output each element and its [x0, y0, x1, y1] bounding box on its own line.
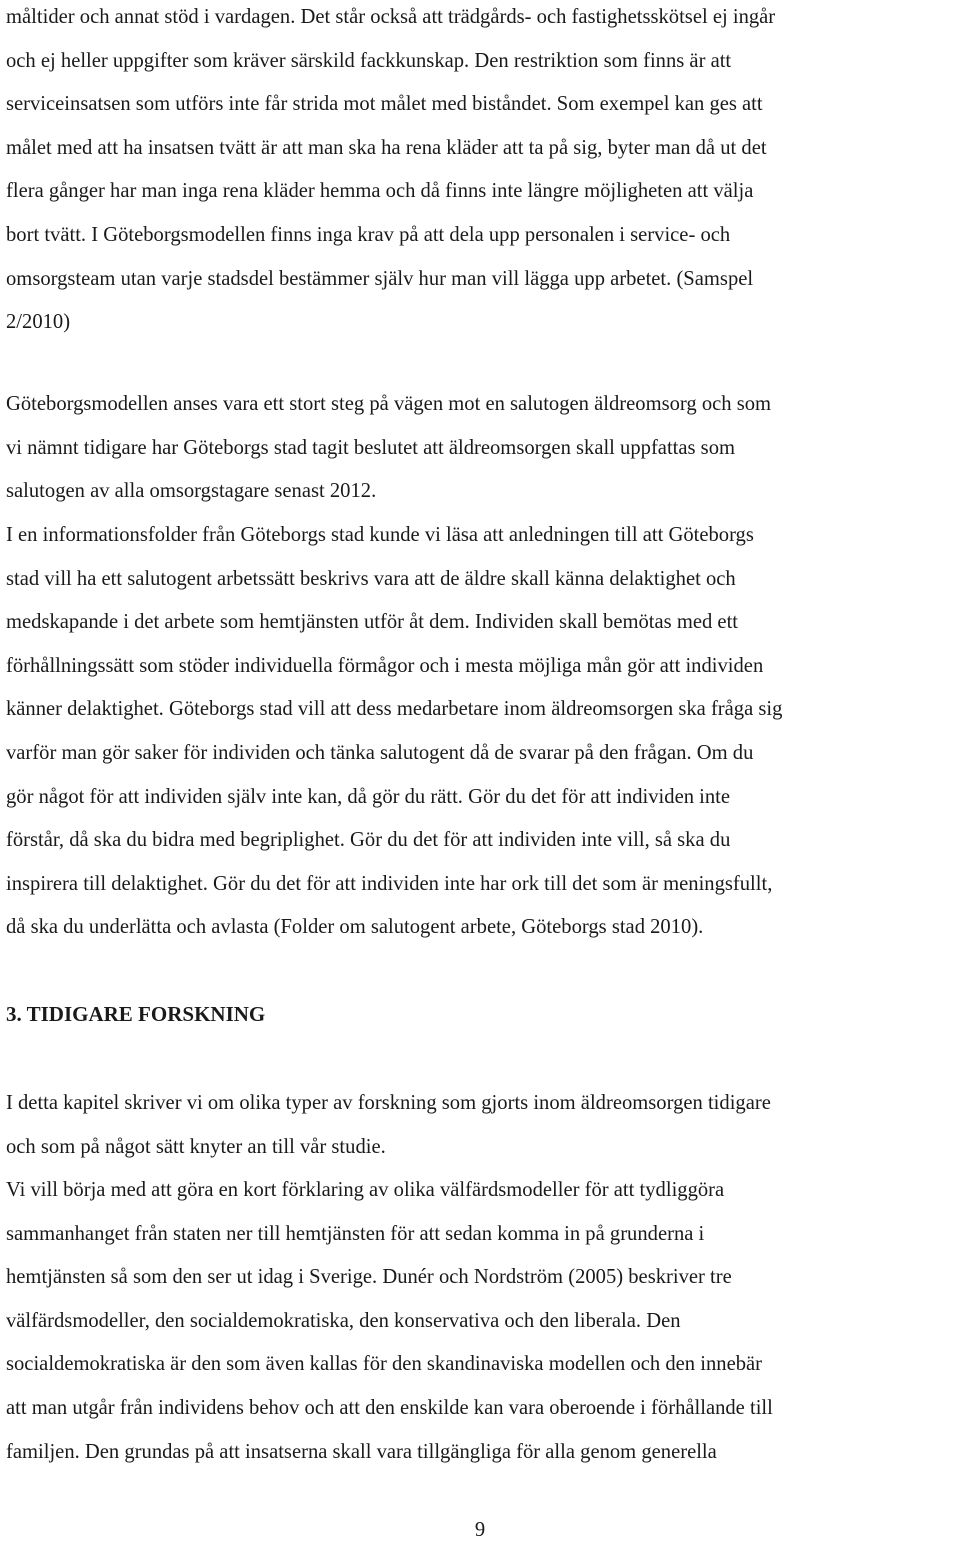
text-line: inspirera till delaktighet. Gör du det för att individen inte har ork till det som är meningsfullt,: [6, 872, 773, 895]
text-line: Vi vill börja med att göra en kort förklaring av olika välfärdsmodeller för att tydliggöra: [6, 1179, 725, 1201]
text-line: vi nämnt tidigare har Göteborgs stad tagit beslutet att äldreomsorgen skall uppfattas som: [6, 436, 736, 459]
text-line: förhållningssätt som stöder individuella förmågor och i mesta möjliga mån gör att individen: [6, 654, 764, 677]
text-line: I detta kapitel skriver vi om olika typer av forskning som gjorts inom äldreomsorgen tidigare: [6, 1092, 771, 1114]
text-line: känner delaktighet. Göteborgs stad vill att dess medarbetare inom äldreomsorgen ska fråga sig: [6, 698, 783, 721]
text-line: hemtjänsten så som den ser ut idag i Sverige. Dunér och Nordström (2005) beskriver tre: [6, 1266, 732, 1289]
text-line: I en informationsfolder från Göteborgs stad kunde vi läsa att anledningen till att Göteborgs: [6, 524, 754, 546]
text-line: välfärdsmodeller, den socialdemokratiska, den konservativa och den liberala. Den: [6, 1309, 681, 1332]
text-line: familjen. Den grundas på att insatserna skall vara tillgängliga för alla genom generella: [6, 1440, 717, 1463]
text-line: måltider och annat stöd i vardagen. Det står också att trädgårds- och fastighetsskötsel ej ingår: [6, 6, 776, 28]
text-line: och ej heller uppgifter som kräver särskild fackkunskap. Den restriktion som finns är att: [6, 49, 732, 72]
text-line: målet med att ha insatsen tvätt är att man ska ha rena kläder att ta på sig, byter man då ut det: [6, 136, 767, 159]
text-line: att man utgår från individens behov och att den enskilde kan vara oberoende i förhållande till: [6, 1396, 773, 1419]
text-line: omsorgsteam utan varje stadsdel bestämmer själv hur man vill lägga upp arbetet. (Samspel: [6, 267, 754, 290]
paragraph-kapitel-intro: [6, 1082, 958, 1169]
text-line: gör något för att individen själv inte kan, då gör du rätt. Gör du det för att individen inte: [6, 785, 731, 808]
text-line: sammanhanget från staten ner till hemtjänsten för att sedan komma in på grunderna i: [6, 1222, 705, 1245]
text-line: 2/2010): [6, 311, 71, 334]
text-line: och som på något sätt knyter an till vår studie.: [6, 1135, 386, 1158]
section-heading: 3. TIDIGARE FORSKNING: [6, 1002, 266, 1026]
paragraph-salutogen-aldreomsorg: [6, 383, 958, 514]
text-line: flera gånger har man inga rena kläder hemma och då finns inte längre möjligheten att välja: [6, 180, 754, 203]
text-line: förstår, då ska du bidra med begriplighet. Gör du det för att individen inte vill, så ska du: [6, 829, 731, 852]
text-line: serviceinsatsen som utförs inte får strida mot målet med biståndet. Som exempel kan ges att: [6, 93, 763, 116]
text-line: socialdemokratiska är den som även kallas för den skandinaviska modellen och den innebär: [6, 1353, 763, 1376]
paragraph-valfardsmodeller: [6, 1169, 958, 1474]
text-line: stad vill ha ett salutogent arbetssätt beskrivs vara att de äldre skall känna delaktighet och: [6, 567, 736, 590]
text-line: varför man gör saker för individen och tänka salutogent då de svarar på den frågan. Om du: [6, 741, 754, 764]
text-line: då ska du underlätta och avlasta (Folder om salutogent arbete, Göteborgs stad 2010).: [6, 916, 704, 939]
text-line: Göteborgsmodellen anses vara ett stort steg på vägen mot en salutogen äldreomsorg och som: [6, 393, 772, 415]
text-line: medskapande i det arbete som hemtjänsten utför åt dem. Individen skall bemötas med ett: [6, 611, 739, 634]
page-number: 9: [474, 1519, 486, 1541]
text-line: salutogen av alla omsorgstagare senast 2012.: [6, 480, 377, 503]
paragraph-serviceinsatser: [6, 0, 958, 345]
text-line: bort tvätt. I Göteborgsmodellen finns inga krav på att dela upp personalen i service- och: [6, 223, 731, 246]
paragraph-informationsfolder: [6, 514, 958, 950]
